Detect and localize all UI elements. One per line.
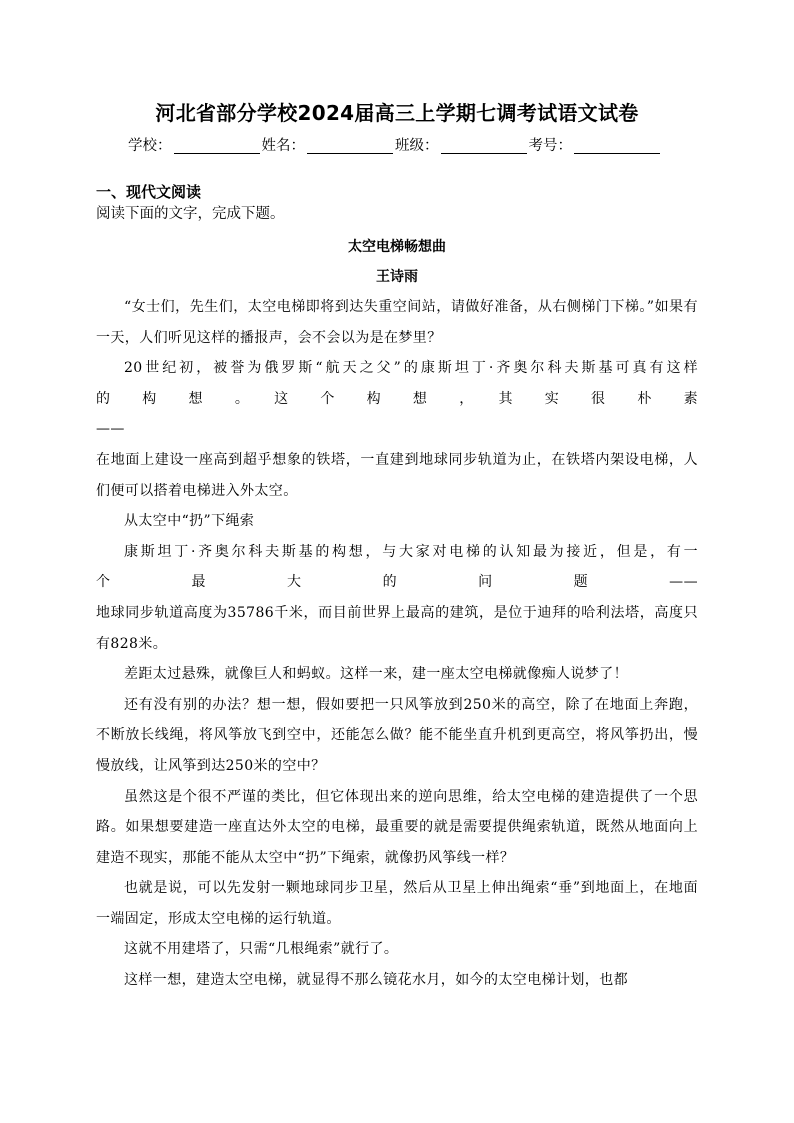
paragraph: “女士们，先生们，太空电梯即将到达失重空间站，请做好准备，从右侧梯门下梯。”如果有一天，人们听见这样的播报声，会不会以为是在梦里？ xyxy=(96,299,698,346)
paragraph: 在地面上建设一座高到超乎想象的铁塔，一直建到地球同步轨道为止，在铁塔内架设电梯，人们便可以搭着电梯进入外太空。 xyxy=(96,451,698,499)
school-blank[interactable] xyxy=(174,137,260,154)
paragraph-spread-line: 个 最 大 的 问 题 —— xyxy=(96,574,698,591)
exam-number-label: 考号： xyxy=(528,138,572,154)
school-field xyxy=(128,136,262,156)
paragraph-spread-line: 的 构 想 。 这 个 构 想 ， 其 实 很 朴 素 —— xyxy=(96,390,727,438)
exam-number-blank[interactable] xyxy=(574,137,660,154)
class-label: 班级： xyxy=(395,138,439,154)
paragraph: 还有没有别的办法？想一想，假如要把一只风筝放到250米的高空，除了在地面上奔跑，不断放长线绳，将风筝放飞到空中，还能怎么做？能不能坐直升机到更高空，将风筝扔出，慢慢放线，让风筝到达250米的空中？ xyxy=(96,696,698,774)
exam-title: 河北省部分学校2024届高三上学期七调考试语文试卷 xyxy=(155,101,639,125)
paragraph: 这就不用建塔了，只需“几根绳索”就行了。 xyxy=(124,941,399,958)
name-label: 姓名： xyxy=(261,138,305,154)
article-body xyxy=(96,292,727,996)
paragraph: 康斯坦丁·齐奥尔科夫斯基的构想，与大家对电梯的认知最为接近，但是，有一 xyxy=(124,543,698,560)
paragraph: 这样一想，建造太空电梯，就显得不那么镜花水月，如今的太空电梯计划，也都 xyxy=(124,972,628,989)
article-title: 太空电梯畅想曲 xyxy=(348,239,446,255)
class-field xyxy=(395,136,529,156)
subheading: 从太空中“扔”下绳索 xyxy=(124,513,255,530)
name-blank[interactable] xyxy=(307,137,393,154)
section-instruction: 阅读下面的文字，完成下题。 xyxy=(96,206,285,222)
paragraph: 地球同步轨道高度为35786千米，而目前世界上最高的建筑，是位于迪拜的哈利法塔，高度只有828米。 xyxy=(96,604,698,652)
student-info-row xyxy=(128,134,662,156)
paragraph: 20世纪初，被誉为俄罗斯“航天之父”的康斯坦丁·齐奥尔科夫斯基可真有这样 xyxy=(124,360,698,377)
paragraph: 也就是说，可以先发射一颗地球同步卫星，然后从卫星上伸出绳索“垂”到地面上，在地面一端固定，形成太空电梯的运行轨道。 xyxy=(96,880,698,927)
section-heading: 一、现代文阅读 xyxy=(96,183,202,201)
article-author: 王诗雨 xyxy=(376,269,418,285)
class-blank[interactable] xyxy=(441,137,527,154)
paragraph: 差距太过悬殊，就像巨人和蚂蚁。这样一来，建一座太空电梯就像痴人说梦了！ xyxy=(124,666,628,683)
school-label: 学校： xyxy=(128,138,172,154)
name-field xyxy=(262,136,396,156)
exam-number-field xyxy=(529,136,663,156)
paragraph: 虽然这是个很不严谨的类比，但它体现出来的逆向思维，给太空电梯的建造提供了一个思路。如果想要建造一座直达外太空的电梯，最重要的就是需要提供绳索轨道，既然从地面向上建造不现实，那能不能从太空中“扔”下绳索，就像扔风筝线一样？ xyxy=(96,788,698,866)
